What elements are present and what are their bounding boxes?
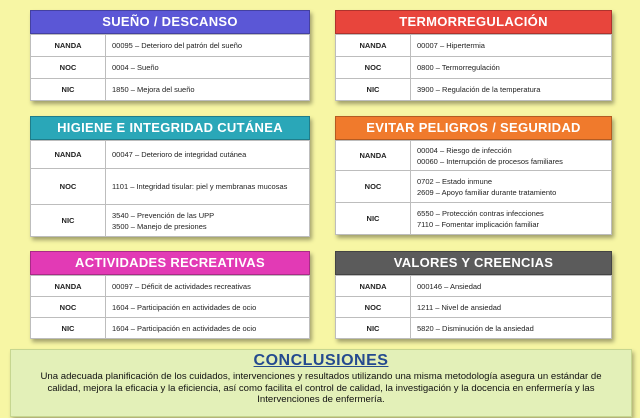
table-row [31, 276, 310, 297]
card-title: EVITAR PELIGROS / SEGURIDAD [335, 116, 612, 140]
row-value [106, 169, 310, 205]
value-line: 1604 – Participación en actividades de ocio [112, 323, 257, 333]
row-label: NIC [31, 318, 106, 339]
value-line: 00097 – Déficit de actividades recreativas [112, 281, 251, 291]
table-row [336, 276, 612, 297]
row-value [411, 203, 612, 235]
value-line: 00095 – Deterioro del patrón del sueño [112, 41, 243, 50]
value-line: 1604 – Participación en actividades de ocio [112, 302, 257, 312]
card-sueno-descanso [30, 10, 310, 101]
row-label: NOC [336, 171, 411, 203]
care-plan-table [30, 140, 310, 237]
table-row [336, 57, 612, 79]
table-row [336, 35, 612, 57]
card-actividades-recreativas [30, 251, 310, 339]
value-line: 00047 – Deterioro de integridad cutánea [112, 150, 247, 159]
table-row [31, 318, 310, 339]
value-line: 3900 – Regulación de la temperatura [417, 85, 541, 94]
value-line: 3540 – Prevención de las UPP [112, 210, 215, 220]
row-label: NIC [336, 79, 411, 101]
table-row [336, 318, 612, 339]
conclusions-text: Una adecuada planificación de los cuidados, intervenciones y resultados utilizando una misma metodología asegura un estándar de calidad, mejora la eficacia y la eficiencia, así como facilita el control de calidad, la investigación y la docencia en enfermería y las Intervenciones de enfermería. [40, 371, 602, 405]
value-line: 6550 – Protección contras infecciones [417, 208, 544, 218]
card-title: VALORES Y CREENCIAS [335, 251, 612, 275]
value-line: 0004 – Sueño [112, 63, 159, 72]
value-line: 3500 – Manejo de presiones [112, 221, 207, 231]
row-value [106, 141, 310, 169]
value-line: 00007 – Hipertermia [417, 41, 485, 50]
row-value [411, 171, 612, 203]
row-value [411, 57, 612, 79]
row-label: NANDA [31, 141, 106, 169]
table-row [336, 79, 612, 101]
row-label: NANDA [336, 141, 411, 171]
row-label: NOC [31, 169, 106, 205]
row-value [411, 141, 612, 171]
value-line: 7110 – Fomentar implicación familiar [417, 219, 539, 229]
table-row [31, 205, 310, 237]
value-line: 000146 – Ansiedad [417, 281, 482, 291]
row-label: NIC [336, 318, 411, 339]
row-label: NOC [336, 297, 411, 318]
row-value [411, 297, 612, 318]
card-higiene-integridad-cutanea [30, 116, 310, 237]
value-line: 2609 – Apoyo familiar durante tratamiento [417, 187, 557, 197]
table-row [336, 171, 612, 203]
card-title: HIGIENE E INTEGRIDAD CUTÁNEA [30, 116, 310, 140]
table-row [31, 297, 310, 318]
row-label: NIC [31, 79, 106, 101]
care-plan-table [335, 34, 612, 101]
value-line: 0702 – Estado inmune [417, 176, 493, 186]
row-value [411, 276, 612, 297]
row-label: NANDA [336, 35, 411, 57]
value-line: 1850 – Mejora del sueño [112, 85, 195, 94]
row-label: NANDA [336, 276, 411, 297]
table-row [31, 35, 310, 57]
row-value [106, 276, 310, 297]
row-value [411, 79, 612, 101]
care-plan-table [335, 275, 612, 339]
table-row [31, 57, 310, 79]
row-label: NIC [31, 205, 106, 237]
row-label: NANDA [31, 35, 106, 57]
value-line: 5820 – Disminución de la ansiedad [417, 323, 534, 333]
conclusions-title: CONCLUSIONES [253, 352, 389, 369]
row-value [411, 318, 612, 339]
table-row [31, 169, 310, 205]
value-line: 0800 – Termorregulación [417, 63, 500, 72]
row-value [106, 318, 310, 339]
value-line: 1101 – Integridad tisular: piel y membranas mucosas [112, 182, 288, 191]
card-title: TERMORREGULACIÓN [335, 10, 612, 34]
card-title: SUEÑO / DESCANSO [30, 10, 310, 34]
value-line: 00060 – Interrupción de procesos familiares [417, 156, 563, 166]
row-value [106, 79, 310, 101]
table-row [336, 297, 612, 318]
row-label: NIC [336, 203, 411, 235]
card-title: ACTIVIDADES RECREATIVAS [30, 251, 310, 275]
row-label: NANDA [31, 276, 106, 297]
care-plan-table [30, 275, 310, 339]
row-value [106, 297, 310, 318]
conclusions-panel [10, 349, 632, 417]
row-label: NOC [31, 297, 106, 318]
card-termorregulacion [335, 10, 612, 101]
table-row [31, 141, 310, 169]
row-label: NOC [336, 57, 411, 79]
row-value [106, 35, 310, 57]
row-value [411, 35, 612, 57]
row-label: NOC [31, 57, 106, 79]
care-plan-table [30, 34, 310, 101]
value-line: 1211 – Nivel de ansiedad [417, 302, 502, 312]
row-value [106, 57, 310, 79]
table-row [336, 141, 612, 171]
value-line: 00004 – Riesgo de infección [417, 145, 512, 155]
care-plan-table [335, 140, 612, 235]
card-evitar-peligros-seguridad [335, 116, 612, 235]
table-row [336, 203, 612, 235]
table-row [31, 79, 310, 101]
row-value [106, 205, 310, 237]
card-valores-creencias [335, 251, 612, 339]
